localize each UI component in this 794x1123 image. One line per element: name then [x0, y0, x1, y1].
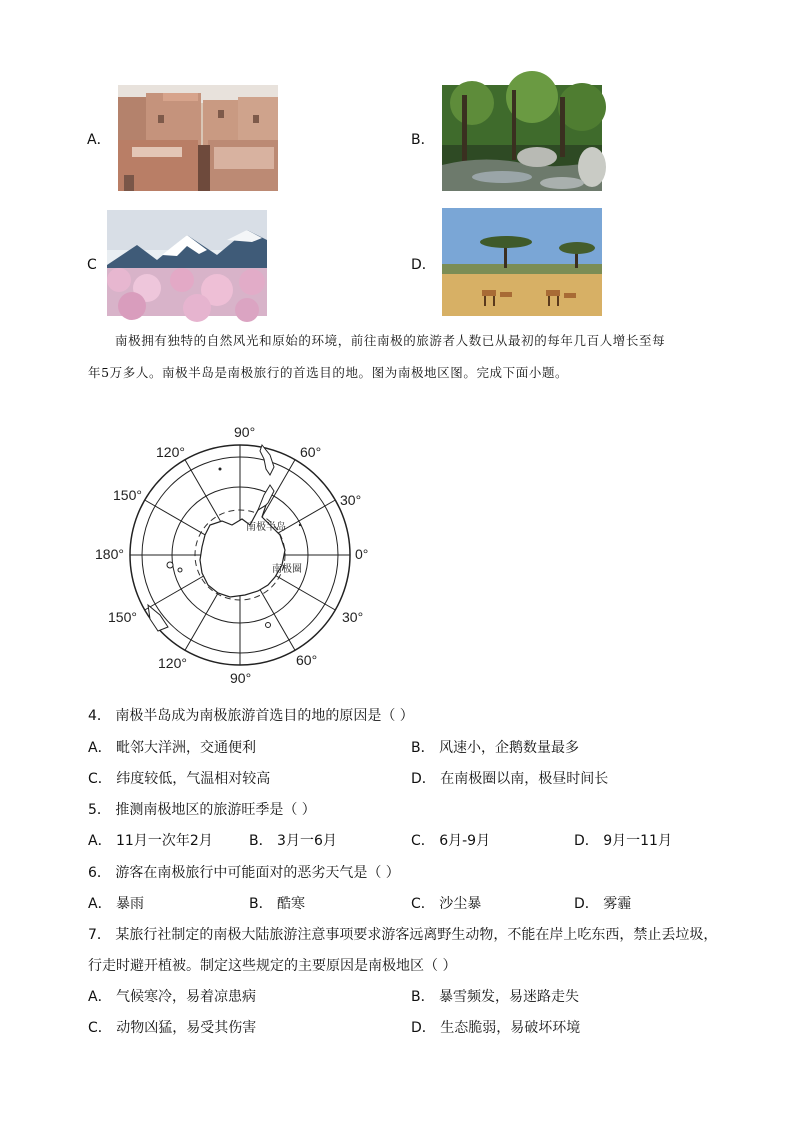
- question-6-option-c[interactable]: C． 沙尘暴: [411, 896, 482, 912]
- question-7-option-a[interactable]: A． 气候寒冷，易着凉患病: [88, 989, 257, 1005]
- question-7-stem-line-2: 行走时避开植被。制定这些规定的主要原因是南极地区（ ）: [88, 958, 457, 974]
- question-5-stem: 5． 推测南极地区的旅游旺季是（ ）: [88, 802, 316, 818]
- label-120-bottom: 120°: [158, 655, 187, 671]
- label-180: 180°: [95, 546, 124, 562]
- option-b-letter: B．: [411, 132, 435, 148]
- question-6-stem: 6． 游客在南极旅行中可能面对的恶劣天气是（ ）: [88, 865, 400, 881]
- question-4-option-a[interactable]: A． 毗邻大洋洲，交通便利: [88, 740, 257, 756]
- label-0: 0°: [355, 546, 369, 562]
- adobe-town-photo: [118, 85, 278, 191]
- question-6-option-a[interactable]: A． 暴雨: [88, 896, 145, 912]
- question-4-stem: 4． 南极半岛成为南极旅游首选目的地的原因是（ ）: [88, 708, 414, 724]
- rainforest-stream-photo: [442, 85, 602, 191]
- snow-mountain-blossom-photo: [107, 210, 267, 316]
- label-60-bottom: 60°: [296, 652, 318, 668]
- label-90-bottom: 90°: [230, 670, 252, 686]
- label-60-top: 60°: [300, 444, 322, 460]
- question-7-option-c[interactable]: C． 动物凶猛，易受其伤害: [88, 1020, 257, 1036]
- intro-line-1: 南极拥有独特的自然风光和原始的环境，前往南极的旅游者人数已从最初的每年几百人增长至每: [115, 333, 666, 348]
- label-30-right-top: 30°: [340, 492, 362, 508]
- label-120-top: 120°: [156, 444, 185, 460]
- question-7-stem-line-1: 7． 某旅行社制定的南极大陆旅游注意事项要求游客远离野生动物，不能在岸上吃东西，禁止丢垃圾，: [88, 927, 718, 943]
- antarctica-map: [95, 415, 380, 695]
- option-c-letter: C: [87, 257, 97, 273]
- label-30-right-bottom: 30°: [342, 609, 364, 625]
- label-90-top: 90°: [234, 424, 256, 440]
- question-4-option-c[interactable]: C． 纬度较低，气温相对较高: [88, 771, 271, 787]
- question-7-option-d[interactable]: D． 生态脆弱，易破坏环境: [411, 1020, 581, 1036]
- intro-line-2: 年5万多人。南极半岛是南极旅行的首选目的地。图为南极地区图。完成下面小题。: [88, 365, 569, 380]
- option-a-letter: A．: [87, 132, 111, 148]
- label-150-left-bottom: 150°: [108, 609, 137, 625]
- question-5-option-c[interactable]: C． 6月-9月: [411, 833, 491, 849]
- question-4-option-b[interactable]: B． 风速小，企鹅数量最多: [411, 740, 580, 756]
- option-d-letter: D．: [411, 257, 436, 273]
- question-5-option-d[interactable]: D． 9月一11月: [574, 833, 672, 849]
- question-5-option-a[interactable]: A． 11月一次年2月: [88, 833, 213, 849]
- label-antarctic-peninsula: 南极半岛: [246, 522, 286, 533]
- question-5-option-b[interactable]: B． 3月一6月: [249, 833, 337, 849]
- question-4-option-d[interactable]: D． 在南极圈以南，极昼时间长: [411, 771, 609, 787]
- question-6-option-d[interactable]: D． 雾霾: [574, 896, 632, 912]
- label-antarctic-circle: 南极圈: [272, 564, 302, 575]
- label-150-left-top: 150°: [113, 487, 142, 503]
- savanna-antelope-photo: [442, 208, 602, 316]
- question-6-option-b[interactable]: B． 酷寒: [249, 896, 306, 912]
- question-7-option-b[interactable]: B． 暴雪频发，易迷路走失: [411, 989, 580, 1005]
